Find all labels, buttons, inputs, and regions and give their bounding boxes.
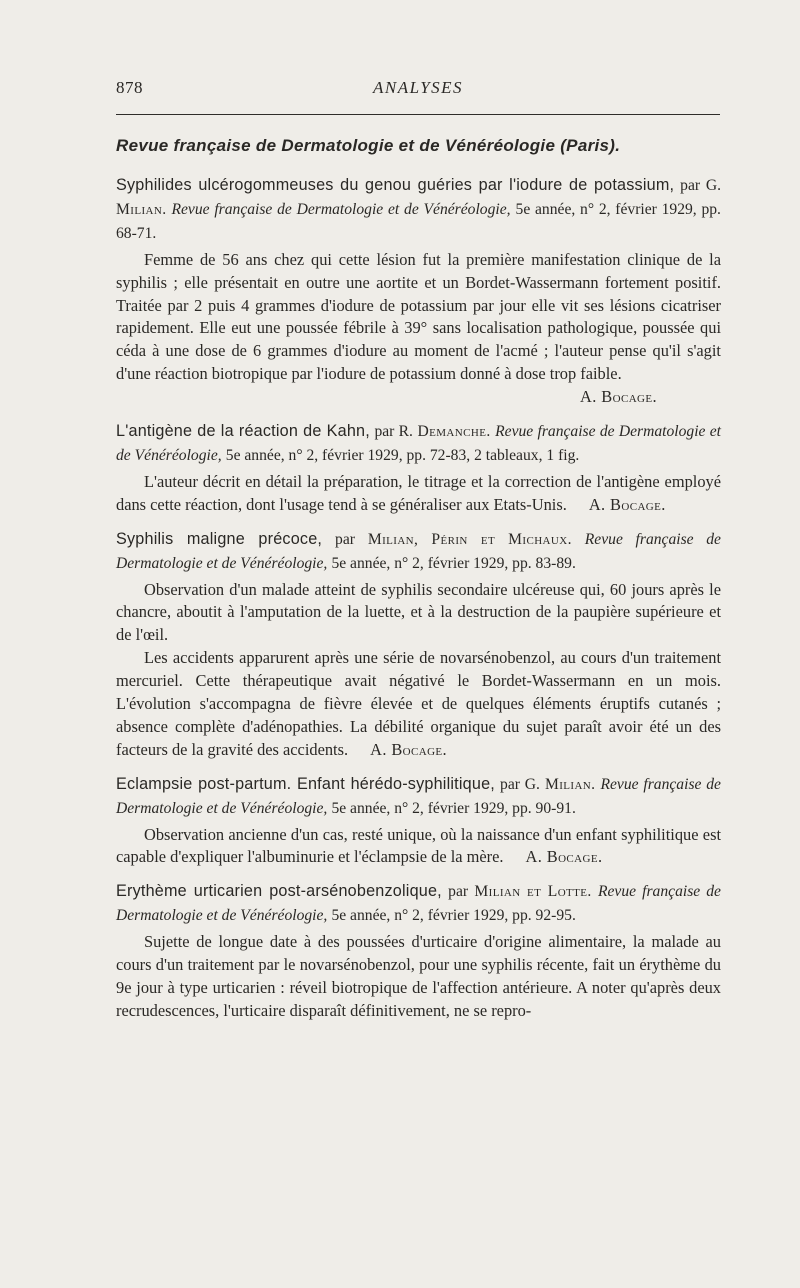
journal-title: Revue française de Dermatologie et de Vénéréologie (Paris). — [116, 136, 621, 155]
article-title: L'antigène de la réaction de Kahn, — [116, 422, 370, 441]
article-reference — [116, 528, 721, 576]
publication-details: 5e année, n° 2, février 1929, pp. 92-95. — [331, 907, 576, 925]
signature: A. Bocage. — [525, 847, 603, 867]
article — [116, 528, 721, 762]
article-reference — [116, 880, 721, 928]
byline-prefix: par G. — [500, 775, 540, 793]
header-rule — [116, 114, 720, 115]
signature: A. Bocage. — [580, 387, 657, 407]
journal-reference: Revue française de Dermatologie et de Vénéréologie, — [116, 423, 721, 464]
article — [116, 174, 721, 409]
byline-prefix: par — [448, 883, 469, 901]
body-paragraph — [116, 249, 721, 386]
article-authors: Milian, Périn et Michaux. — [367, 530, 572, 548]
body-paragraph — [116, 647, 721, 762]
article — [116, 773, 721, 870]
paragraph-text: L'auteur décrit en détail la préparation, le titrage et la correction de l'antigène employé dans cette réaction, dont l'usage tend à se généraliser aux Etats-Unis. — [116, 471, 721, 514]
paragraph-text: Observation ancienne d'un cas, resté unique, où la naissance d'un enfant syphilitique est capable d'expliquer l'albuminurie et l'éclampsie de la mère. — [116, 824, 721, 867]
paragraph-text: Sujette de longue date à des poussées d'urticaire d'origine alimentaire, la malade au cours d'un traitement par le novarsénobenzol, pour une syphilis récente, fait un érythème du 9e jour à type urticarien : réveil biotropique de l'affection antérieure. A noter qu'après deux recrudescences, l'urticaire disparaît définitivement, ne se repro- — [116, 932, 721, 1020]
article-authors: Demanche. — [417, 423, 491, 441]
byline-prefix: par R. — [374, 423, 413, 441]
article-reference — [116, 773, 721, 821]
signature: A. Bocage. — [370, 739, 448, 759]
article — [116, 420, 721, 517]
article — [116, 880, 721, 1022]
paragraph-text: Observation d'un malade atteint de syphilis secondaire ulcéreuse qui, 60 jours après le chancre, aboutit à l'amputation de la luette, et à la destruction de la paupière supérieure et de l'œil. — [116, 579, 721, 645]
body-paragraph — [116, 824, 721, 870]
article-authors: Milian et Lotte. — [474, 883, 592, 901]
article-authors: Milian. — [544, 775, 596, 793]
journal-reference: Revue française de Dermatologie et de Vénéréologie, — [116, 883, 721, 925]
journal-reference: Revue française de Dermatologie et de Vénéréologie, — [171, 200, 511, 218]
article-reference — [116, 420, 721, 468]
article-list — [116, 174, 721, 1023]
byline-prefix: par — [335, 530, 355, 548]
article-title: Erythème urticarien post-arsénobenzolique, — [116, 882, 442, 901]
body-paragraph — [116, 471, 721, 517]
paragraph-text: Les accidents apparurent après une série de novarsénobenzol, au cours d'un traitement mercuriel. Cette thérapeutique avait négativé le Bordet-Wassermann en un mois. L'évolution s'accompagna de fièvre élevée et de quelques éléments éruptifs cutanés ; absence complète d'adénopathies. La débilité organique du sujet paraît avoir été un des facteurs de la gravité des accidents. — [116, 648, 721, 759]
page-number: 878 — [116, 78, 143, 97]
article-authors: Milian. — [116, 200, 167, 218]
publication-details: 5e année, n° 2, février 1929, pp. 72-83, 2 tableaux, 1 fig. — [225, 446, 580, 464]
article-reference — [116, 174, 721, 246]
journal-reference: Revue française de Dermatologie et de Vénéréologie, — [116, 530, 721, 572]
publication-details: 5e année, n° 2, février 1929, pp. 90-91. — [331, 799, 576, 817]
paragraph-text: Femme de 56 ans chez qui cette lésion fut la première manifestation clinique de la syphilis ; elle présentait en outre une aortite et un Bordet-Wassermann fortement positif. Traitée par 2 puis 4 grammes d'iodure de potassium par jour elle vit ses lésions cicatriser rapidement. Elle eut une poussée fébrile à 39° sans localisation pathologique, poussée qui céda à une dose de 6 grammes d'iodure au moment de l'acmé ; l'auteur pense qu'il s'agit d'une réaction biotropique par l'iodure de potassium donné à dose trop faible. — [116, 249, 721, 384]
page-header — [116, 76, 720, 102]
article-title: Syphilis maligne précoce, — [116, 529, 323, 548]
publication-details: 5e année, n° 2, février 1929, pp. 83-89. — [331, 554, 576, 572]
page-content — [116, 134, 721, 1034]
byline-prefix: par G. — [680, 177, 721, 194]
article-title: Eclampsie post-partum. Enfant hérédo-syphilitique, — [116, 774, 495, 793]
signature: A. Bocage. — [588, 494, 666, 514]
running-title: ANALYSES — [372, 78, 464, 97]
article-title: Syphilides ulcérogommeuses du genou guéries par l'iodure de potassium, — [116, 176, 675, 194]
journal-reference: Revue française de Dermatologie et de Vénéréologie, — [116, 775, 721, 817]
body-paragraph — [116, 579, 721, 648]
publication-details: 5e année, n° 2, février 1929, pp. 68-71. — [116, 200, 721, 242]
body-paragraph — [116, 931, 721, 1023]
